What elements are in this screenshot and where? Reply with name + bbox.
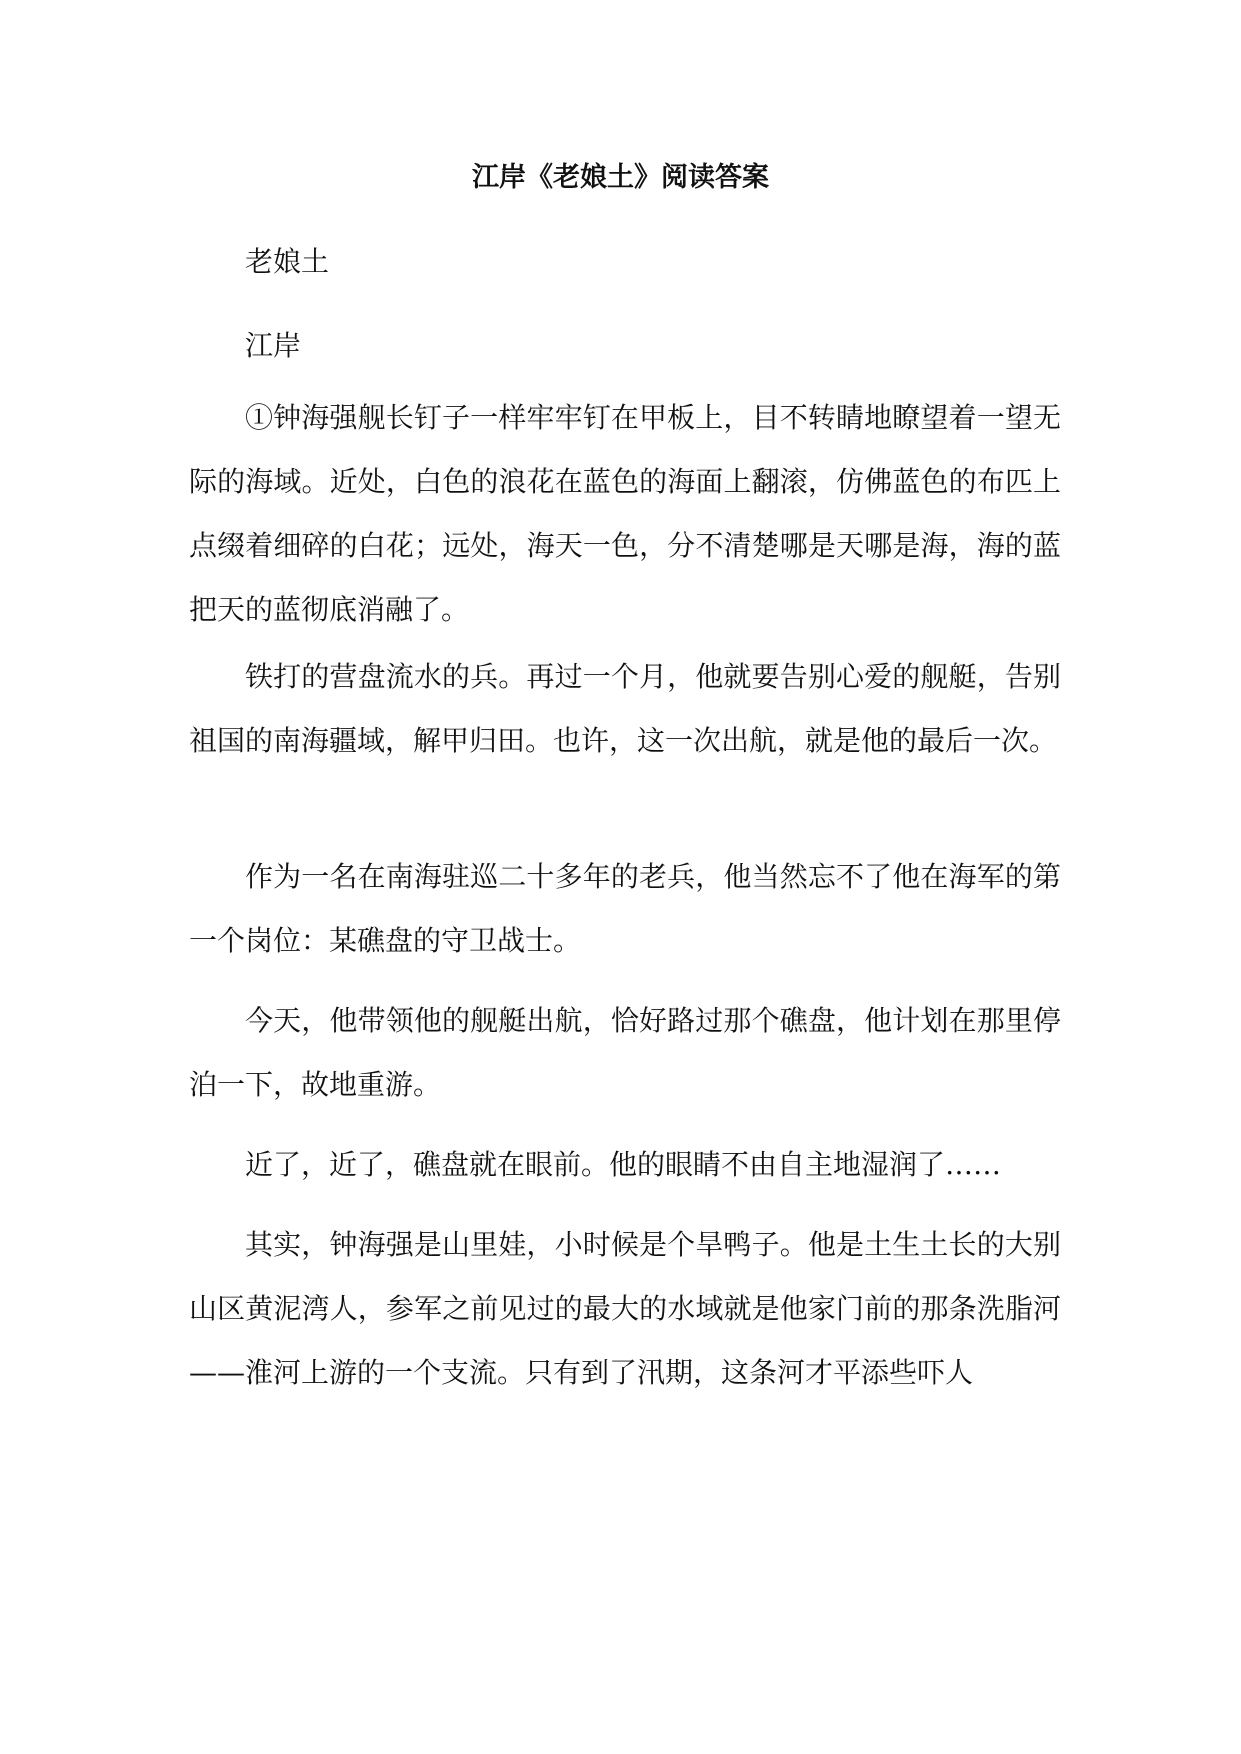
paragraph-5: 近了，近了，礁盘就在眼前。他的眼睛不由自主地湿润了…… — [245, 1148, 1002, 1181]
author-name: 江岸 — [245, 329, 302, 362]
paragraph-6: 其实，钟海强是山里娃，小时候是个旱鸭子。他是土生土长的大别山区黄泥湾人，参军之前见过的最大的水域就是他家门前的那条洗脂河——淮河上游的一个支流。只有到了汛期，这条河才平添些吓人 — [189, 1228, 1061, 1389]
story-title: 老娘土 — [245, 245, 330, 278]
paragraph-3: 作为一名在南海驻巡二十多年的老兵，他当然忘不了他在海军的第一个岗位：某礁盘的守卫战士。 — [189, 860, 1061, 957]
document-title: 江岸《老娘土》阅读答案 — [472, 162, 769, 193]
paragraph-4: 今天，他带领他的舰艇出航，恰好路过那个礁盘，他计划在那里停泊一下，故地重游。 — [189, 1004, 1061, 1101]
paragraph-1: ①钟海强舰长钉子一样牢牢钉在甲板上，目不转睛地瞭望着一望无际的海域。近处，白色的浪花在蓝色的海面上翻滚，仿佛蓝色的布匹上点缀着细碎的白花；远处，海天一色，分不清楚哪是天哪是海，海的蓝把天的蓝彻底消融了。 — [189, 401, 1061, 626]
paragraph-2: 铁打的营盘流水的兵。再过一个月，他就要告别心爱的舰艇，告别祖国的南海疆域，解甲归田。也许，这一次出航，就是他的最后一次。 — [189, 660, 1061, 757]
